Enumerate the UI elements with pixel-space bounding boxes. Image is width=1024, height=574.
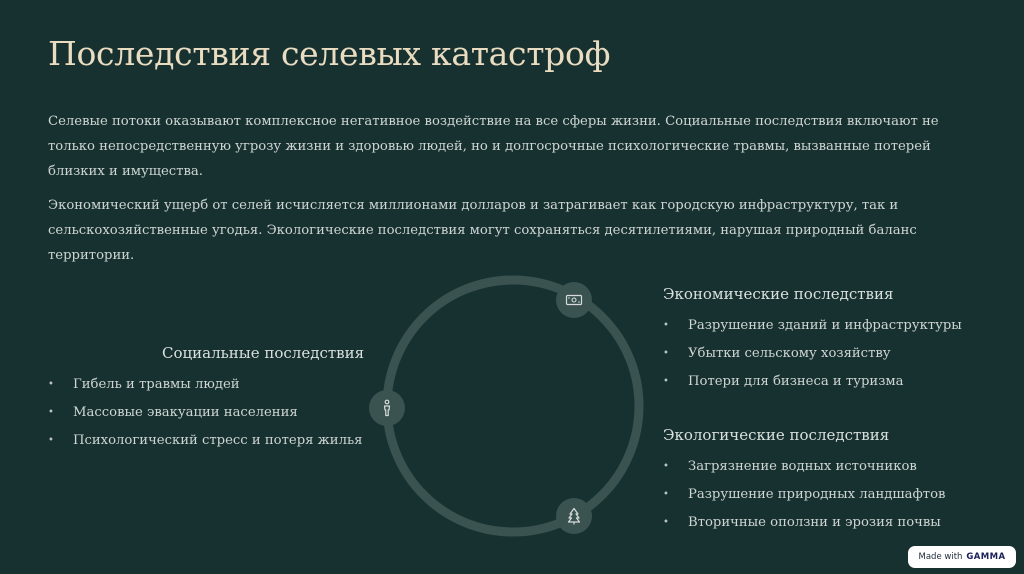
- ecological-consequences-title: Экологические последствия: [663, 426, 890, 444]
- badge-prefix: Made with: [918, 552, 963, 562]
- slide-title: Последствия селевых катастроф: [48, 34, 611, 73]
- economic-paragraph: Экономический ущерб от селей исчисляется миллионами долларов и затрагивает как городскую инфраструктуру, так и сельскохозяйственные угодья. Экологические последствия могут сохраняться десятилетиями, нарушая природный баланс территории.: [48, 198, 917, 263]
- social-consequences-list: [48, 371, 362, 455]
- intro-paragraph: Селевые потоки оказывают комплексное негативное воздействие на все сферы жизни. Социальные последствия включают не только непосредственную угрозу жизни и здоровью людей, но и долгосрочные психологические травмы, вызванные потерей близких и имущества.: [48, 114, 939, 179]
- money-icon: [565, 293, 583, 307]
- list-item: • Разрушение природных ландшафтов: [663, 481, 945, 509]
- social-consequences-title: Социальные последствия: [162, 344, 365, 362]
- person-icon: [379, 399, 395, 417]
- list-item: • Массовые эвакуации населения: [48, 399, 362, 427]
- tree-node: [556, 498, 592, 534]
- list-item: • Потери для бизнеса и туризма: [663, 368, 962, 396]
- list-item: • Психологический стресс и потеря жилья: [48, 427, 362, 455]
- list-item: • Гибель и травмы людей: [48, 371, 362, 399]
- list-item: • Загрязнение водных источников: [663, 453, 945, 481]
- money-node: [556, 282, 592, 318]
- list-item: • Вторичные оползни и эрозия почвы: [663, 509, 945, 537]
- cycle-ring: [360, 272, 660, 552]
- ecological-consequences-list: [663, 453, 945, 537]
- person-node: [369, 390, 405, 426]
- economic-consequences-list: [663, 312, 962, 396]
- list-item: • Разрушение зданий и инфраструктуры: [663, 312, 962, 340]
- made-with-gamma-badge[interactable]: [908, 546, 1016, 568]
- list-item: • Убытки сельскому хозяйству: [663, 340, 962, 368]
- economic-consequences-title: Экономические последствия: [663, 285, 894, 303]
- tree-icon: [566, 507, 582, 525]
- gamma-logo: GAMMA: [966, 552, 1006, 562]
- consequences-cycle-diagram: [360, 272, 660, 552]
